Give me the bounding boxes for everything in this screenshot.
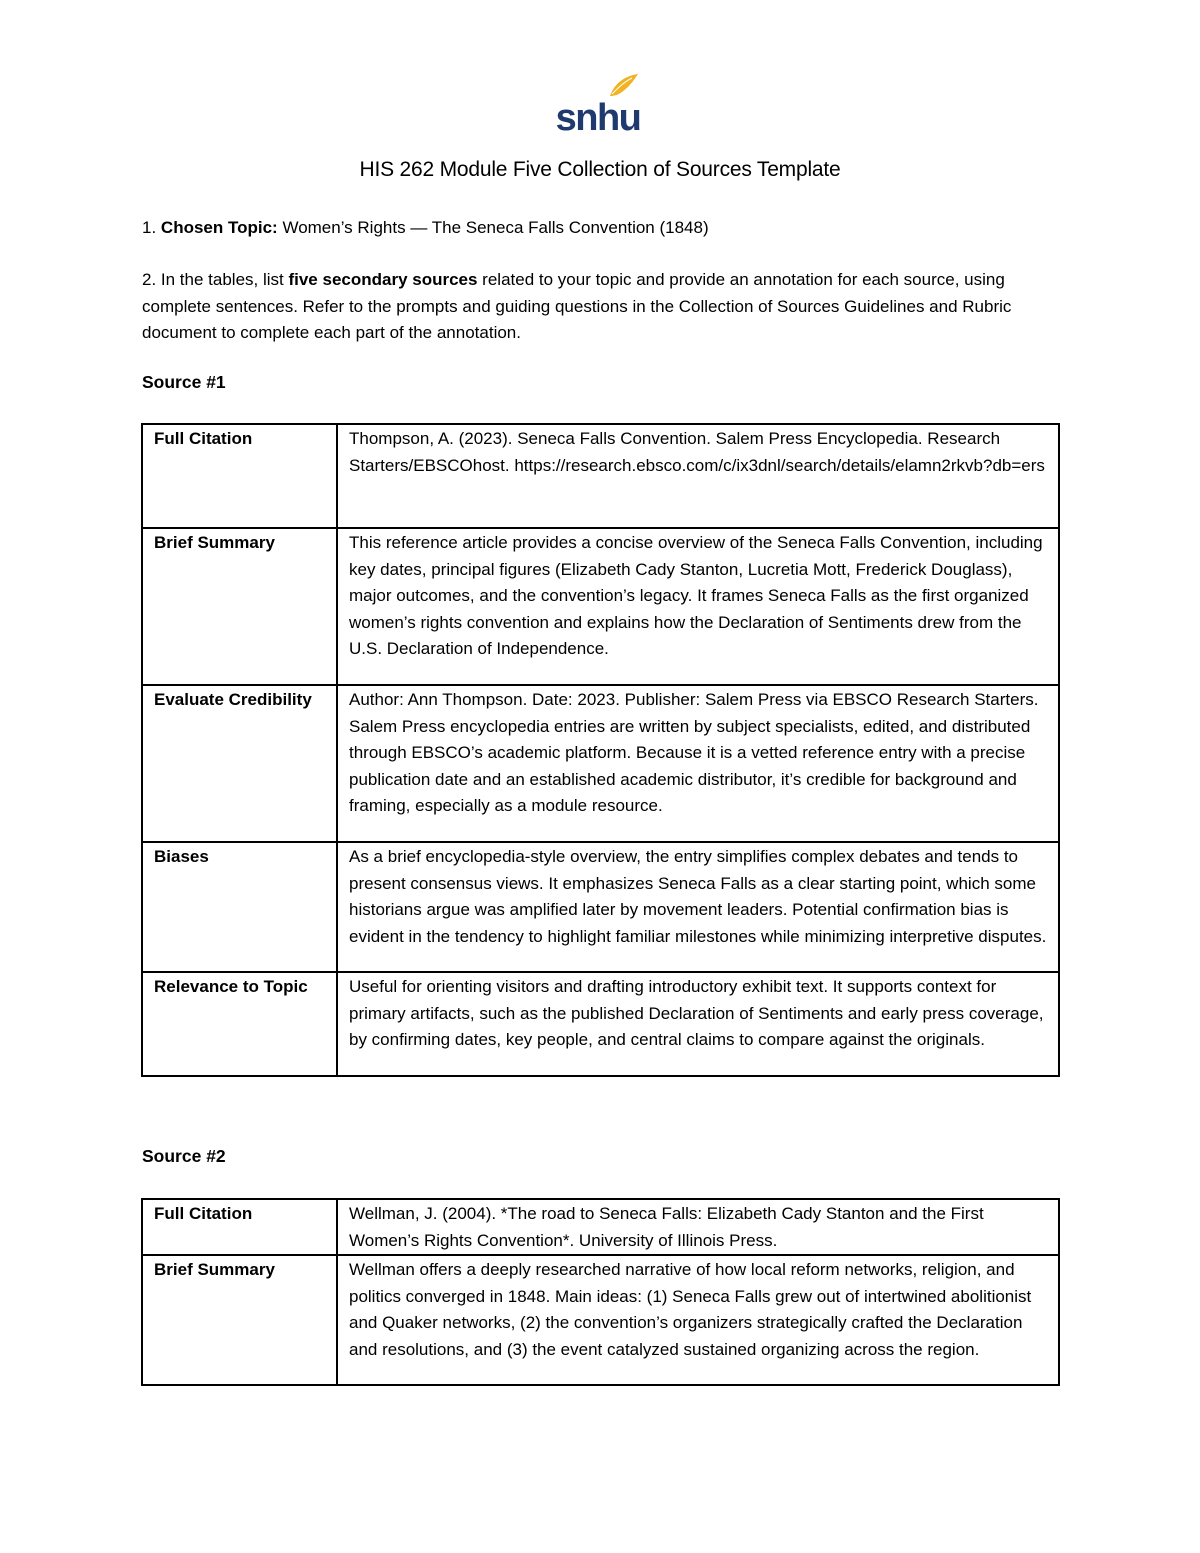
row-label: Relevance to Topic <box>142 972 337 1076</box>
row-label: Brief Summary <box>142 1255 337 1385</box>
table-row <box>142 528 1059 685</box>
row-value: This reference article provides a concise overview of the Seneca Falls Convention, including key dates, principal figures (Elizabeth Cady Stanton, Lucretia Mott, Frederick Douglass), major outcomes, and the convention’s legacy. It frames Seneca Falls as the first organized women’s rights convention and explains how the Declaration of Sentiments drew from the U.S. Declaration of Independence. <box>337 528 1059 685</box>
instructions-prefix: 2. In the tables, list <box>142 270 289 289</box>
topic-number: 1. <box>142 218 157 237</box>
row-label: Biases <box>142 842 337 972</box>
topic-value: Women’s Rights — The Seneca Falls Convention (1848) <box>282 218 709 237</box>
topic-label: Chosen Topic: <box>160 218 278 237</box>
table-row <box>142 842 1059 972</box>
table-row <box>142 424 1059 528</box>
row-value: Thompson, A. (2023). Seneca Falls Convention. Salem Press Encyclopedia. Research Starters/EBSCOhost. https://research.ebsco.com/c/ix3dnl/search/details/elamn2rkvb?db=ers <box>337 424 1059 528</box>
row-value: Author: Ann Thompson. Date: 2023. Publisher: Salem Press via EBSCO Research Starters. Salem Press encyclopedia entries are written by subject specialists, edited, and distributed through EBSCO’s academic platform. Because it is a vetted reference entry with a precise publication date and an established academic distributor, it’s credible for background and framing, especially as a module resource. <box>337 685 1059 842</box>
table-row <box>142 972 1059 1076</box>
table-row <box>142 1255 1059 1385</box>
row-label: Evaluate Credibility <box>142 685 337 842</box>
source-1-table <box>141 423 1060 1077</box>
instructions-paragraph <box>142 267 1062 347</box>
snhu-logo <box>552 72 644 134</box>
instructions-suffix: related to your topic and provide an annotation for each source, using complete sentences. Refer to the prompts and guiding questions in the Collection of Sources Guidelines and Rubric document to complete each part of the annotation. <box>142 270 1012 342</box>
row-label: Full Citation <box>142 1199 337 1255</box>
row-label: Full Citation <box>142 424 337 528</box>
source-2-table <box>141 1198 1060 1386</box>
row-label: Brief Summary <box>142 528 337 685</box>
row-value: As a brief encyclopedia-style overview, the entry simplifies complex debates and tends to present consensus views. It emphasizes Seneca Falls as a clear starting point, which some historians argue was amplified later by movement leaders. Potential confirmation bias is evident in the tendency to highlight familiar milestones while minimizing interpretive disputes. <box>337 842 1059 972</box>
source-1-heading: Source #1 <box>142 372 226 392</box>
source-2-heading: Source #2 <box>142 1146 226 1166</box>
table-row <box>142 685 1059 842</box>
feather-icon <box>552 72 644 134</box>
page-title: HIS 262 Module Five Collection of Sources Template <box>359 158 841 181</box>
table-row <box>142 1199 1059 1255</box>
chosen-topic <box>142 215 1062 242</box>
row-value: Wellman offers a deeply researched narrative of how local reform networks, religion, and politics converged in 1848. Main ideas: (1) Seneca Falls grew out of intertwined abolitionist and Quaker networks, (2) the convention’s organizers strategically crafted the Declaration and resolutions, and (3) the event catalyzed sustained organizing across the region. <box>337 1255 1059 1385</box>
row-value: Wellman, J. (2004). *The road to Seneca Falls: Elizabeth Cady Stanton and the First Women’s Rights Convention*. University of Illinois Press. <box>337 1199 1059 1255</box>
row-value: Useful for orienting visitors and drafting introductory exhibit text. It supports context for primary artifacts, such as the published Declaration of Sentiments and early press coverage, by confirming dates, key people, and central claims to compare against the originals. <box>337 972 1059 1076</box>
logo-text: snhu <box>555 97 641 134</box>
instructions-bold: five secondary sources <box>288 270 478 289</box>
